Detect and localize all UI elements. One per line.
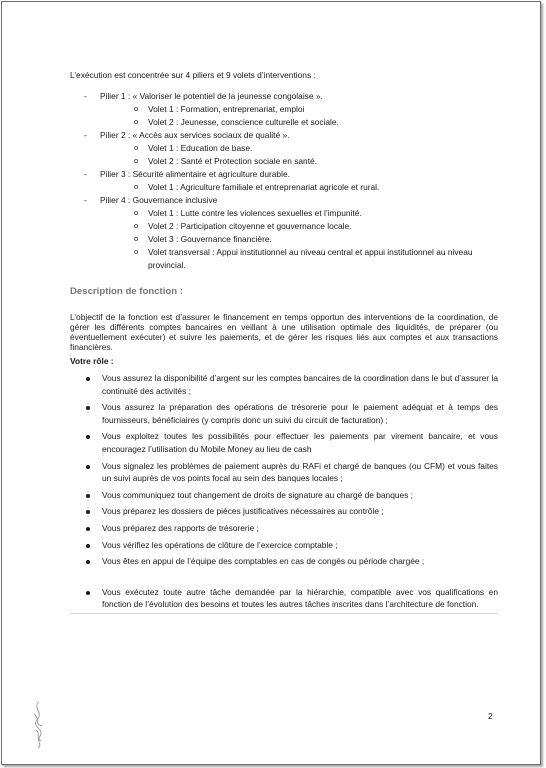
pillar-list: [70, 90, 498, 272]
volet-item: o Volet 3 : Gouvernance financière.: [134, 233, 498, 246]
pillar-item: [70, 90, 498, 129]
task-item: Vous préparez des rapports de trésorerie ;: [70, 522, 498, 535]
task-item: Vous assurez la disponibilité d’argent sur les comptes bancaires de la coordination dans le but d’assurer la continuité des activités ;: [70, 372, 498, 397]
volet-list: [100, 103, 498, 129]
page-break-divider: [70, 613, 498, 614]
description-paragraph: L’objectif de la fonction est d’assurer le financement en temps opportun des interventions de la coordination, de gérer les différents comptes bancaires en veillant à une utilisation optimale des liquidités, de préparer (ou éventuellement exécuter) et suivre les paiements, et de gérer les risques liés aux comptes et aux transactions financières.: [70, 312, 498, 352]
task-item: Vous vérifiez les opérations de clôture de l’exercice comptable ;: [70, 539, 498, 552]
task-list: [70, 372, 498, 611]
task-item: Vous communiquez tout changement de droits de signature au chargé de banques ;: [70, 489, 498, 502]
role-heading: Votre rôle :: [70, 356, 114, 366]
pillar-label: Pilier 4 : Gouvernance inclusive: [100, 195, 218, 205]
pillar-label: Pilier 2 : « Accès aux services sociaux de qualité ».: [100, 130, 290, 140]
pillar-item: [70, 168, 498, 194]
task-item: Vous êtes en appui de l’équipe des comptables en cas de congés ou période chargée ;: [70, 555, 498, 568]
volet-item: o Volet 1 : Formation, entreprenariat, emploi: [134, 103, 498, 116]
volet-item: o Volet 2 : Santé et Protection sociale en santé.: [134, 155, 498, 168]
volet-list: [100, 181, 498, 194]
task-item: Vous préparez les dossiers de pièces justificatives nécessaires au contrôle ;: [70, 505, 498, 518]
volet-list: [100, 142, 498, 168]
description-heading: Description de fonction :: [70, 286, 183, 297]
volet-item: o Volet transversal : Appui institutionnel au niveau central et appui institutionnel au niveau provincial.: [134, 246, 498, 272]
volet-item: o Volet 1 : Agriculture familiale et entreprenariat agricole et rural.: [134, 181, 498, 194]
volet-item: o Volet 1 : Lutte contre les violences sexuelles et l’impunité.: [134, 207, 498, 220]
intro-text: L’exécution est concentrée sur 4 piliers et 9 volets d’interventions :: [70, 70, 316, 80]
task-item: Vous assurez la préparation des opérations de trésorerie pour le paiement adéquat et à temps des fournisseurs, bénéficiaires (y compris donc un suivi du circuit de facturation) ;: [70, 401, 498, 426]
volet-item: o Volet 2 : Participation citoyenne et gouvernance locale.: [134, 220, 498, 233]
signature-mark: [28, 700, 50, 750]
pillar-label: Pilier 3 : Sécurité alimentaire et agriculture durable.: [100, 169, 290, 179]
page-number: 2: [488, 711, 493, 721]
pillar-label: Pilier 1 : « Valoriser le potentiel de la jeunesse congolaise ».: [100, 91, 323, 101]
pillar-item: [70, 194, 498, 272]
task-item: Vous signalez les problèmes de paiement auprès du RAFi et chargé de banques (ou CFM) et vous faites un suivi auprès de vos points focal au sein des banques locales ;: [70, 460, 498, 485]
pillar-item: [70, 129, 498, 168]
task-item: Vous exécutez toute autre tâche demandée par la hiérarchie, compatible avec vos qualifications en fonction de l’évolution des besoins et toutes les autres tâches inscrites dans l’architecture de fonction.: [70, 586, 498, 611]
document-page: [70, 70, 498, 615]
volet-item: o Volet 1 : Education de base.: [134, 142, 498, 155]
volet-item: o Volet 2 : Jeunesse, conscience culturelle et sociale.: [134, 116, 498, 129]
task-item: Vous exploitez toutes les possibilités pour effectuer les paiements par virement bancaire, et vous encouragez l’utilisation du Mobile Money au lieu de cash: [70, 430, 498, 455]
volet-list: [100, 207, 498, 272]
